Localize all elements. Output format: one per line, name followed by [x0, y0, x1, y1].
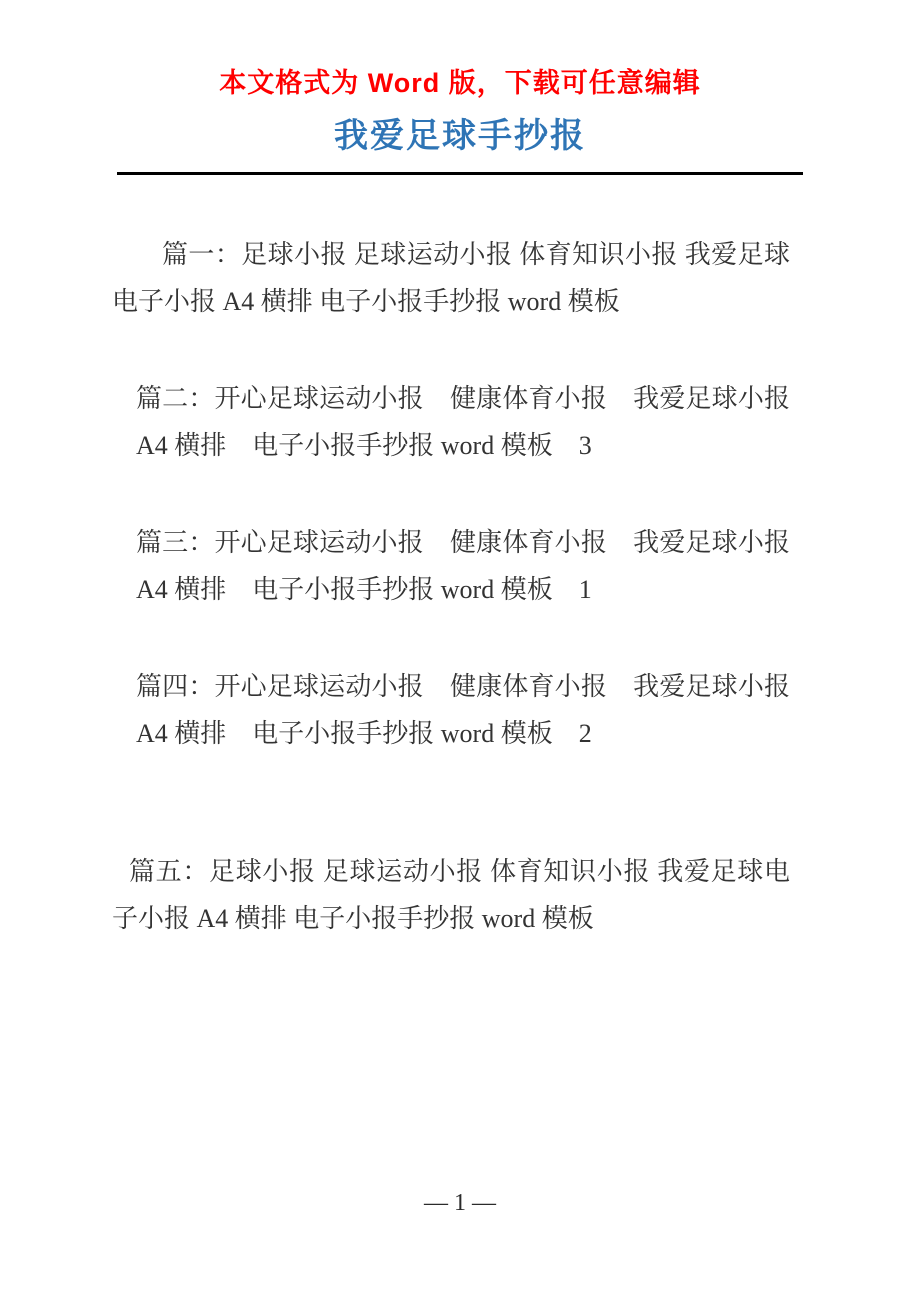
paragraph	[112, 231, 790, 325]
paragraph-line: 篇一：足球小报 足球运动小报 体育知识小报 我爱足球	[162, 240, 790, 269]
paragraph-line: 篇五：足球小报 足球运动小报 体育知识小报 我爱足球电	[129, 857, 790, 886]
page-title: 我爱足球手抄报	[334, 118, 586, 155]
paragraph	[136, 663, 790, 757]
paragraph	[136, 375, 790, 469]
paragraph-line: A4 横排 电子小报手抄报 word 模板 1	[136, 575, 592, 604]
document-body	[0, 175, 920, 942]
paragraph-line: 电子小报 A4 横排 电子小报手抄报 word 模板	[112, 287, 620, 316]
paragraph-line: 篇三：开心足球运动小报 健康体育小报 我爱足球小报	[136, 528, 790, 557]
paragraph-line: 子小报 A4 横排 电子小报手抄报 word 模板	[112, 904, 594, 933]
paragraph-line: 篇二：开心足球运动小报 健康体育小报 我爱足球小报	[136, 384, 790, 413]
paragraph-line: 篇四：开心足球运动小报 健康体育小报 我爱足球小报	[136, 672, 790, 701]
paragraph	[112, 848, 790, 942]
paragraph-line: A4 横排 电子小报手抄报 word 模板 2	[136, 719, 592, 748]
page-number: — 1 —	[424, 1190, 496, 1216]
paragraph-line: A4 横排 电子小报手抄报 word 模板 3	[136, 431, 592, 460]
format-notice: 本文格式为 Word 版，下载可任意编辑	[219, 68, 701, 98]
paragraph	[136, 519, 790, 613]
